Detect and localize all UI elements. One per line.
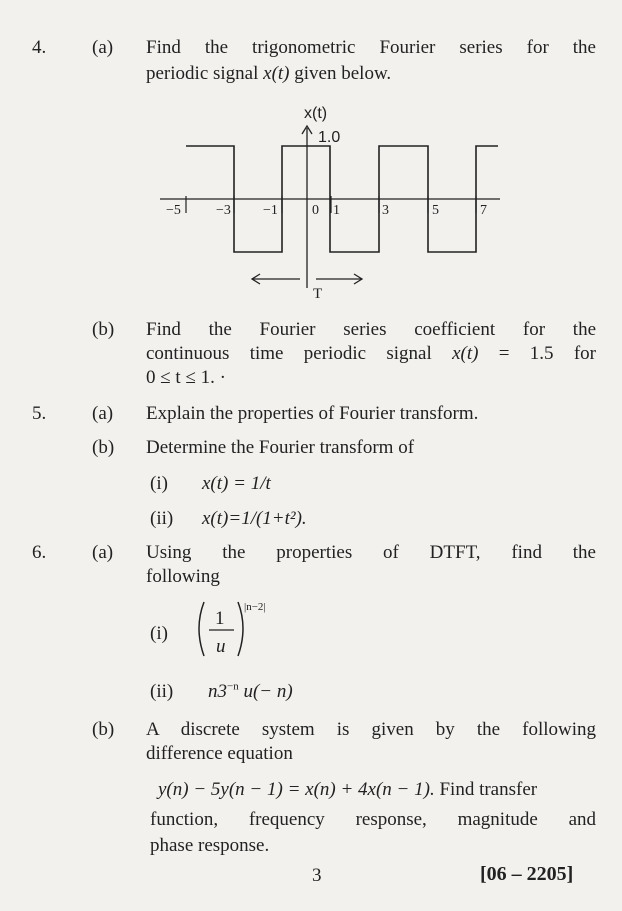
fraction-numerator: 1 (215, 608, 225, 629)
part-label: (b) (92, 437, 115, 458)
subpart-label: (ii) (150, 681, 174, 702)
xtick-label: 0 (312, 203, 319, 218)
xtick-label: 7 (480, 203, 487, 218)
question-text: Determine the Fourier transform of (146, 437, 415, 458)
period-label: T (313, 286, 323, 302)
part-label: (a) (92, 403, 114, 424)
xtick-label: 3 (382, 203, 389, 218)
question-text: Find the Fourier series coefficient for the (146, 319, 596, 340)
fraction-expression (192, 596, 292, 666)
subpart-label: (i) (150, 473, 168, 494)
question-text: difference equation (146, 743, 293, 764)
page-number: 3 (312, 865, 322, 886)
paper-code: [06 – 2205] (480, 863, 574, 885)
fraction-exponent: |n−2| (244, 601, 266, 613)
question-number: 6. (32, 542, 47, 563)
subpart-label: (ii) (150, 508, 174, 529)
subpart-expression: x(t)=1/(1+t²). (202, 508, 307, 529)
question-text: function, frequency response, magnitude and (150, 809, 596, 830)
question-number: 5. (32, 403, 47, 424)
part-label: (b) (92, 319, 115, 340)
figure-ylabel: x(t) (304, 105, 328, 122)
part-label: (a) (92, 542, 114, 563)
part-label: (a) (92, 37, 114, 58)
xtick-label: −3 (216, 203, 231, 218)
question-text: Explain the properties of Fourier transform. (146, 403, 479, 424)
question-text: phase response. (150, 835, 270, 856)
question-text: following (146, 566, 220, 587)
subpart-expression: $n3^{-n}$ u(− n) (208, 680, 293, 702)
xtick-label: 5 (432, 203, 439, 218)
fraction-denominator: u (216, 636, 226, 657)
question-text: 0 ≤ t ≤ 1. · (146, 367, 226, 388)
question-text: Find the trigonometric Fourier series for the (146, 37, 596, 58)
subpart-label: (i) (150, 623, 168, 644)
difference-equation: y(n) − 5y(n − 1) = x(n) + 4x(n − 1). Find transfer (158, 779, 538, 800)
part-label: (b) (92, 719, 115, 740)
question-text: A discrete system is given by the following (146, 719, 596, 740)
question-text: continuous time periodic signal x(t) = 1.5 for (146, 343, 597, 364)
xtick-label: −5 (166, 203, 181, 218)
question-text: Using the properties of DTFT, find the (146, 542, 596, 563)
subpart-expression: x(t) = 1/t (202, 473, 271, 494)
xtick-label: 1 (333, 203, 340, 218)
question-text: periodic signal x(t) given below. (146, 63, 392, 84)
amplitude-label: 1.0 (318, 129, 341, 146)
xtick-label: −1 (263, 203, 278, 218)
question-number: 4. (32, 37, 47, 58)
